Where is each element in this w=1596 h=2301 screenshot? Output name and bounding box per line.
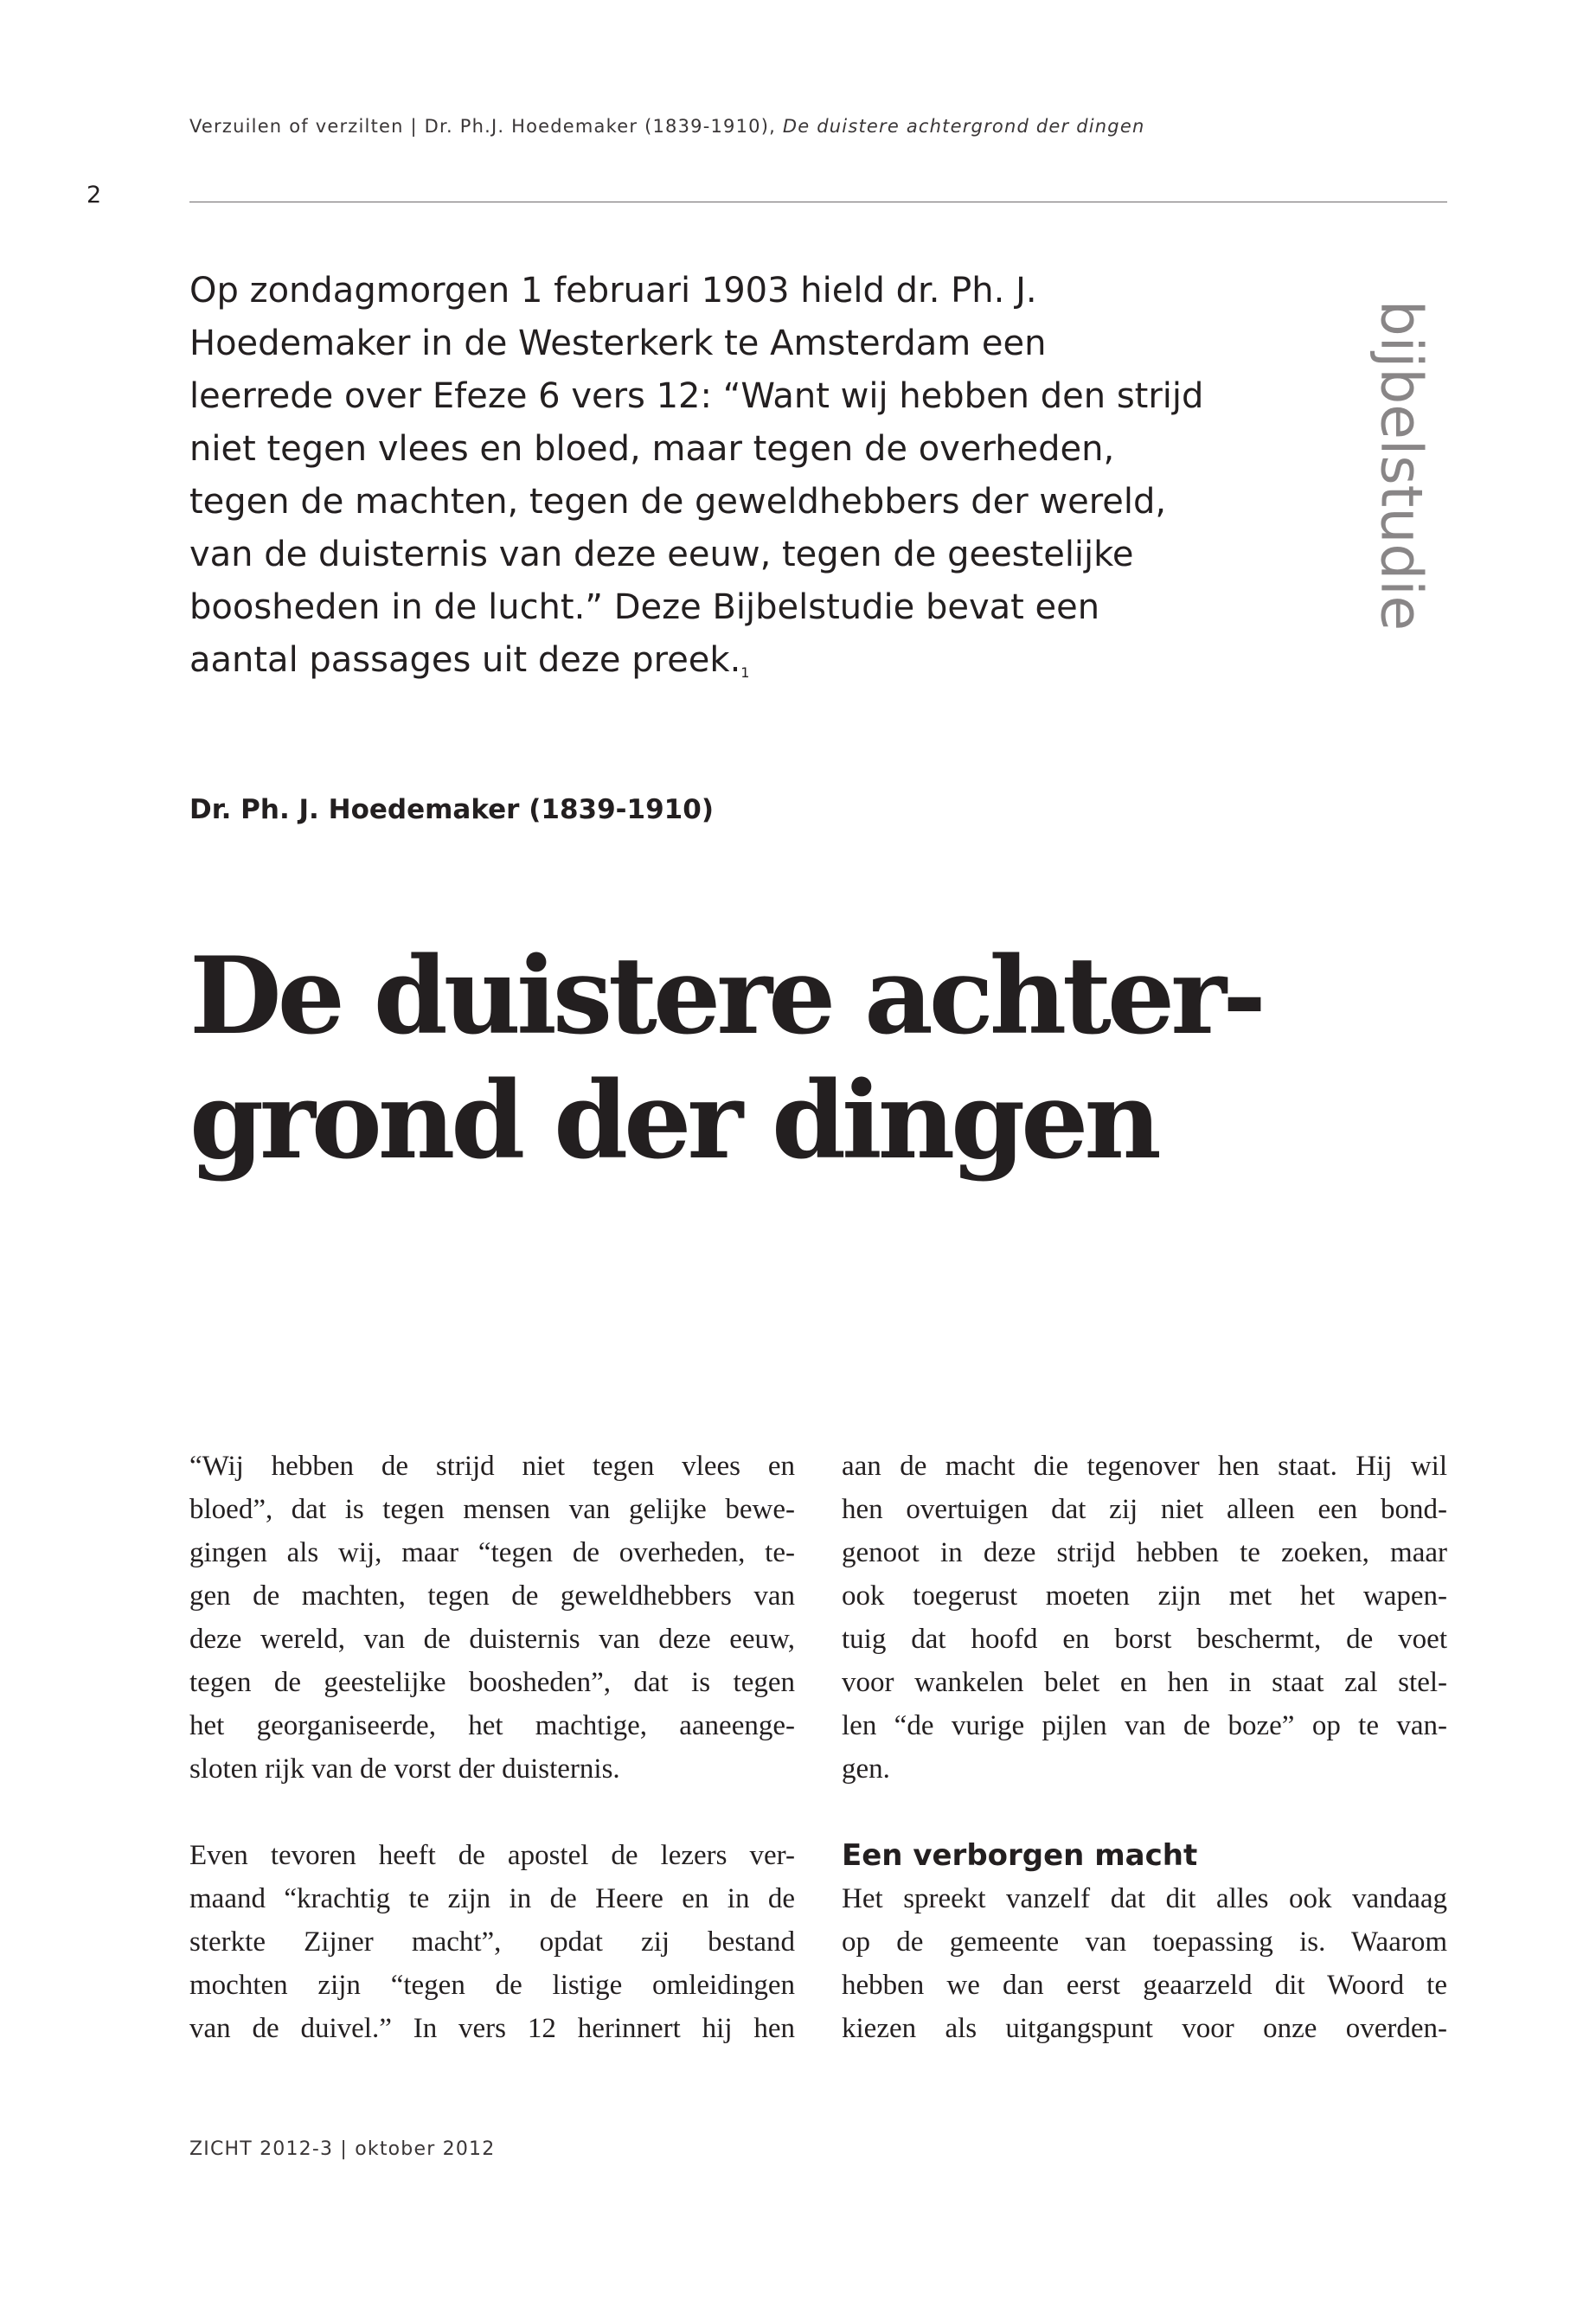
- page-number: 2: [87, 182, 102, 208]
- body-line: len “de vurige pijlen van de boze” op te van-: [842, 1710, 1447, 1741]
- article-title-line-1: De duistere achter-: [189, 934, 1263, 1059]
- body-line: het georganiseerde, het machtige, aaneenge-: [189, 1710, 795, 1741]
- body-line: op de gemeente van toepassing is. Waarom: [842, 1926, 1447, 1958]
- body-line: sterkte Zijner macht”, opdat zij bestand: [189, 1926, 795, 1958]
- body-line: “Wij hebben de strijd niet tegen vlees en: [189, 1451, 795, 1482]
- body-line: Even tevoren heeft de apostel de lezers ver-: [189, 1840, 795, 1871]
- intro-line: leerrede over Efeze 6 vers 12: “Want wij hebben den strijd: [189, 376, 1204, 416]
- intro-line: van de duisternis van deze eeuw, tegen de geestelijke: [189, 535, 1134, 574]
- body-line: sloten rijk van de vorst der duisternis.: [189, 1753, 620, 1785]
- body-line: hen overtuigen dat zij niet alleen een bond-: [842, 1494, 1447, 1525]
- article-title: [189, 934, 1262, 1183]
- body-line: Het spreekt vanzelf dat dit alles ook vandaag: [842, 1883, 1447, 1914]
- body-column-right: [842, 1445, 1447, 2050]
- author-byline: Dr. Ph. J. Hoedemaker (1839-1910): [189, 794, 714, 825]
- body-line: genoot in deze strijd hebben te zoeken, maar: [842, 1537, 1447, 1568]
- body-column-left: [189, 1445, 795, 2050]
- intro-line: tegen de machten, tegen de geweldhebbers der wereld,: [189, 482, 1167, 522]
- body-line: tuig dat hoofd en borst beschermt, de voet: [842, 1624, 1447, 1655]
- running-header-text: Verzuilen of verzilten | Dr. Ph.J. Hoedemaker (1839-1910),: [189, 116, 783, 137]
- body-line: tegen de geestelijke boosheden”, dat is tegen: [189, 1667, 795, 1698]
- intro-line: niet tegen vlees en bloed, maar tegen de overheden,: [189, 429, 1115, 469]
- article-title-line-2: grond der dingen: [189, 1059, 1157, 1183]
- body-line: mochten zijn “tegen de listige omleidingen: [189, 1970, 795, 2001]
- intro-paragraph: [189, 265, 1210, 687]
- page-footer: ZICHT 2012-3 | oktober 2012: [189, 2138, 496, 2160]
- intro-line-last: [189, 634, 1210, 687]
- body-line: deze wereld, van de duisternis van deze eeuw,: [189, 1624, 795, 1655]
- running-header: [189, 116, 1144, 137]
- section-label-text: bijbelstudie: [1368, 299, 1435, 631]
- body-line: voor wankelen belet en hen in staat zal stel-: [842, 1667, 1447, 1698]
- section-subheading: Een verborgen macht: [842, 1838, 1198, 1873]
- paragraph-gap: [189, 1791, 795, 1834]
- body-line: aan de macht die tegenover hen staat. Hij wil: [842, 1451, 1447, 1482]
- footnote-marker[interactable]: 1: [740, 664, 750, 681]
- section-label: [1349, 275, 1453, 656]
- intro-line-text: aantal passages uit deze preek.: [189, 640, 741, 680]
- body-line: gingen als wij, maar “tegen de overheden, te-: [189, 1537, 795, 1568]
- body-line: bloed”, dat is tegen mensen van gelijke bewe-: [189, 1494, 795, 1525]
- body-line: van de duivel.” In vers 12 herinnert hij hen: [189, 2013, 795, 2044]
- body-line: kiezen als uitgangspunt voor onze overden-: [842, 2013, 1447, 2044]
- intro-line: Hoedemaker in de Westerkerk te Amsterdam een: [189, 324, 1047, 363]
- running-header-article-title: De duistere achtergrond der dingen: [782, 116, 1145, 137]
- body-line: ook toegerust moeten zijn met het wapen-: [842, 1580, 1447, 1612]
- intro-line: boosheden in de lucht.” Deze Bijbelstudie bevat een: [189, 587, 1100, 627]
- paragraph-gap: [842, 1791, 1447, 1834]
- body-line: hebben we dan eerst geaarzeld dit Woord te: [842, 1970, 1447, 2001]
- body-line: gen.: [842, 1753, 890, 1785]
- body-line: gen de machten, tegen de geweldhebbers van: [189, 1580, 795, 1612]
- intro-line: Op zondagmorgen 1 februari 1903 hield dr. Ph. J.: [189, 271, 1037, 311]
- body-line: maand “krachtig te zijn in de Heere en in de: [189, 1883, 795, 1914]
